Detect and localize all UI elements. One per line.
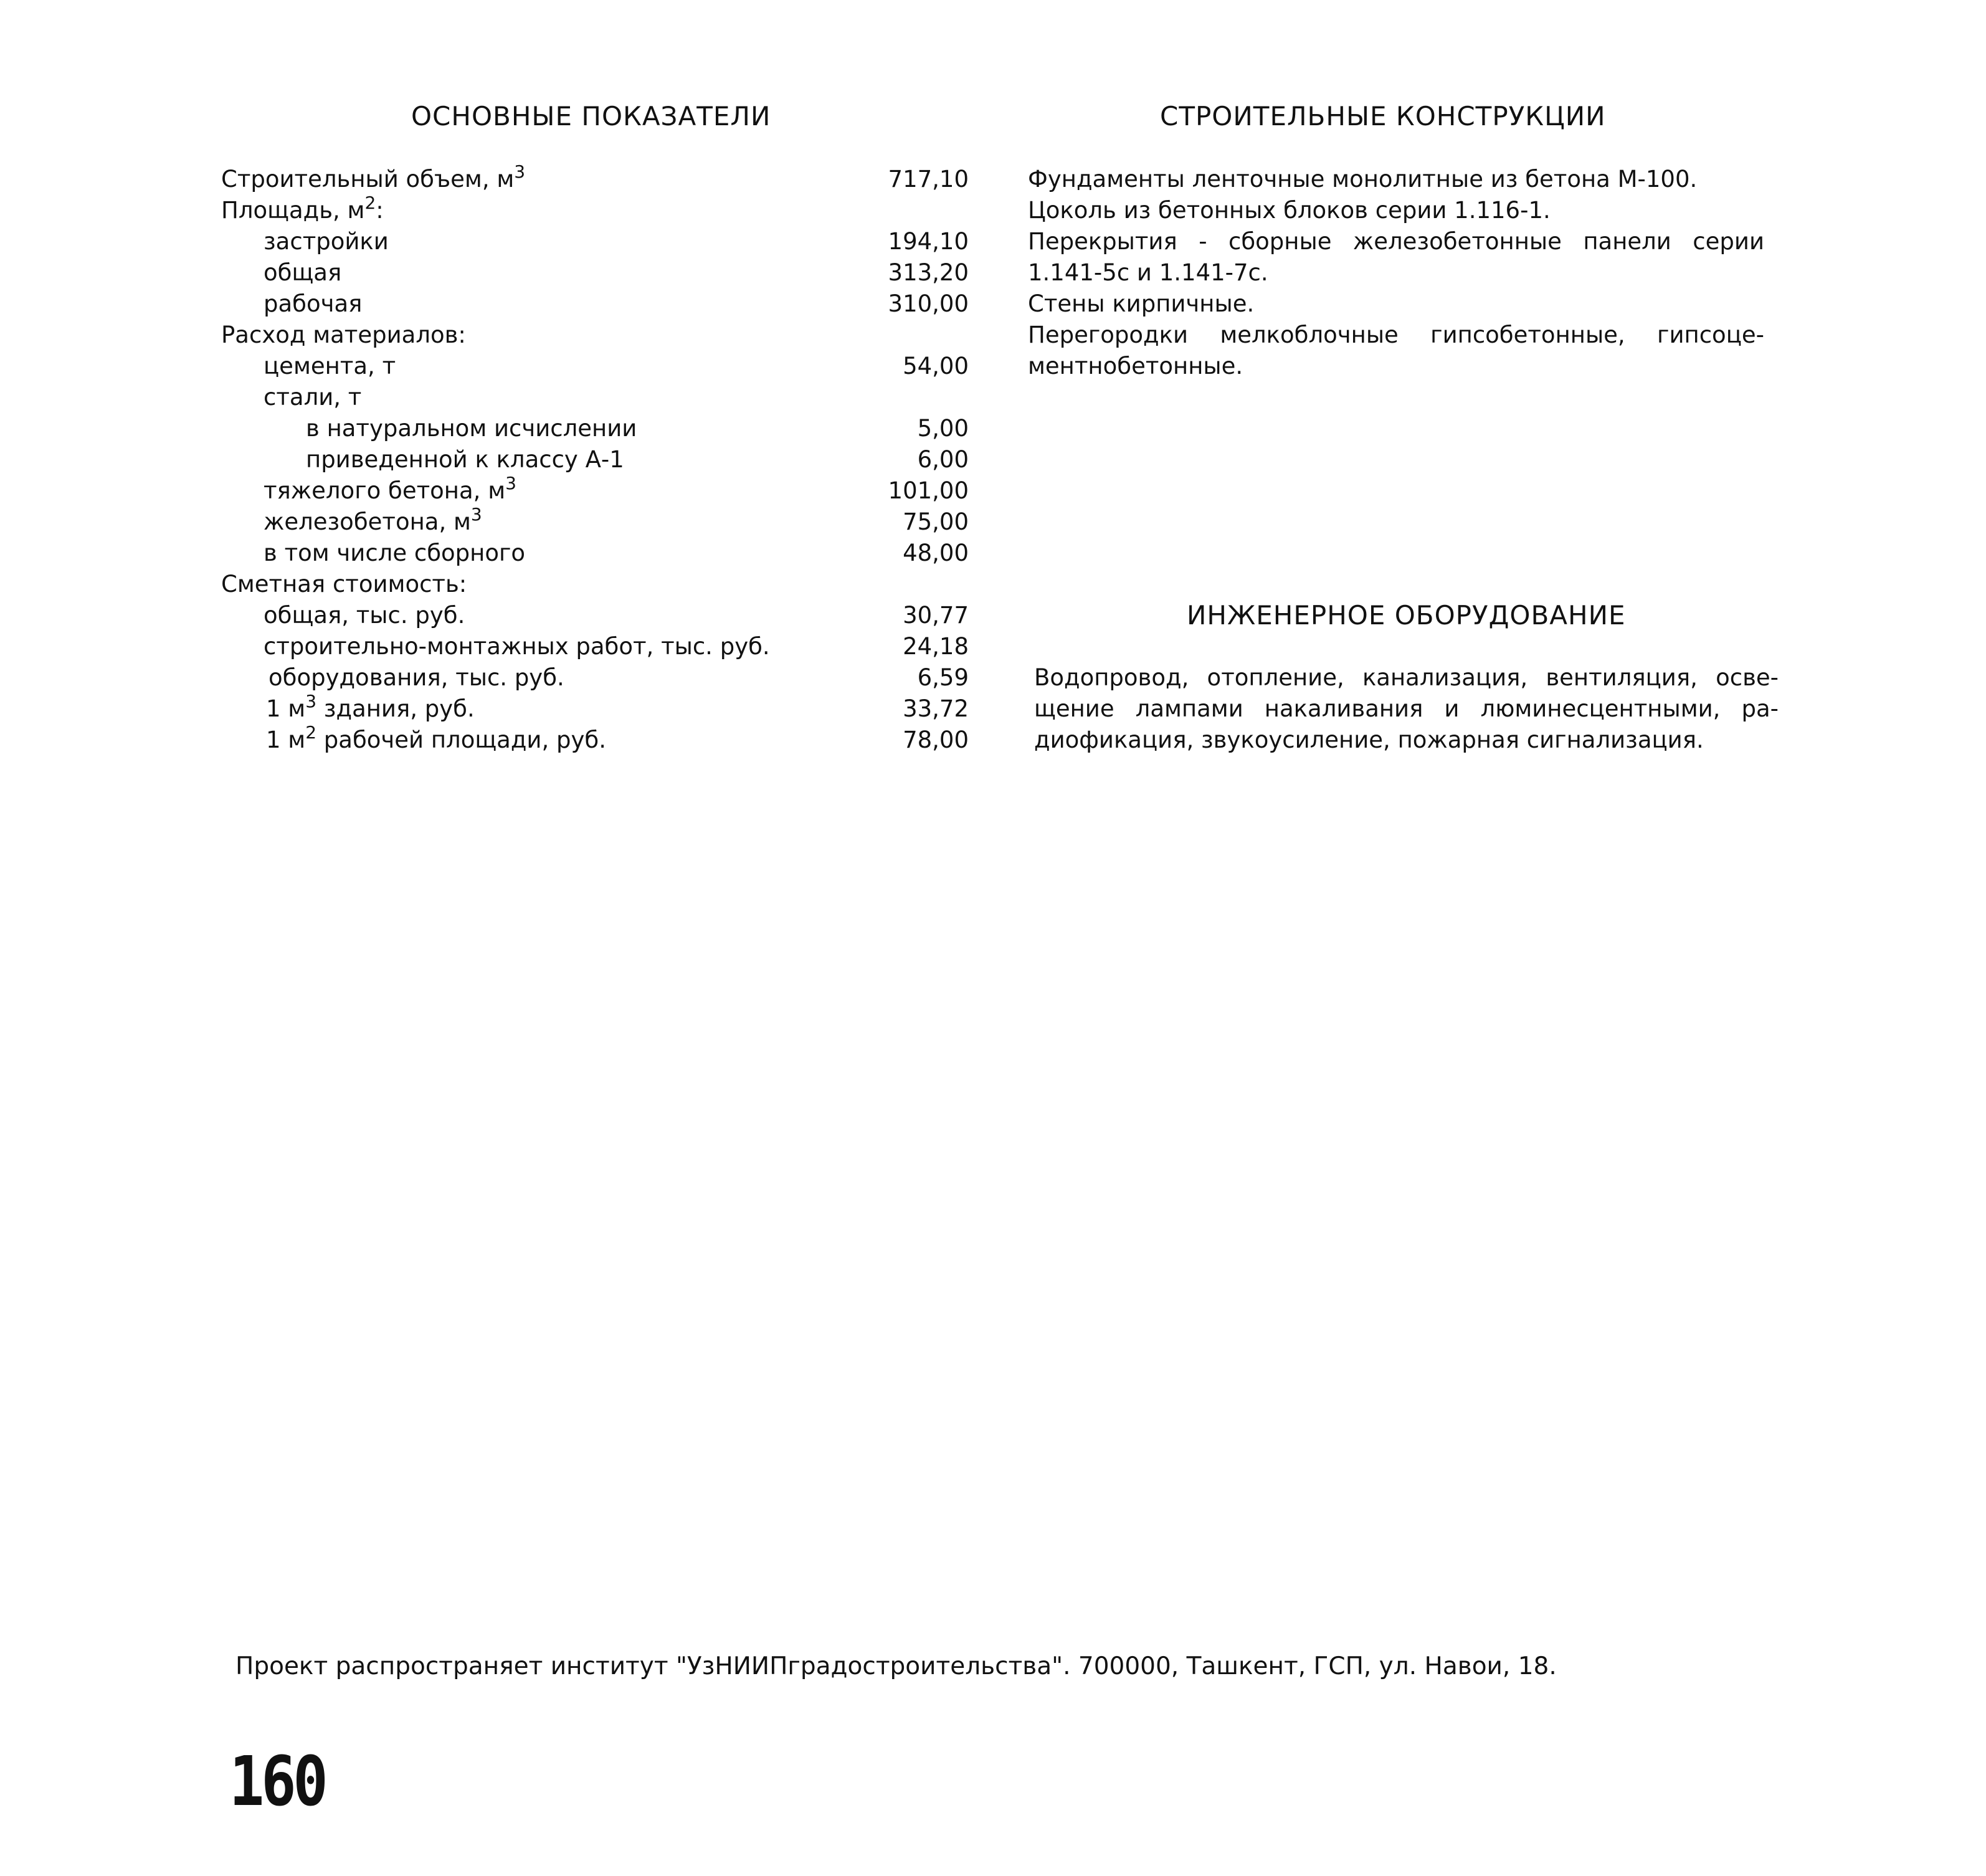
row-sup: 3 <box>514 161 526 182</box>
engineering-title: ИНЖЕНЕРНОЕ ОБОРУДОВАНИЕ <box>1187 600 1626 631</box>
table-row <box>221 569 969 600</box>
row-label: рабочая <box>264 290 363 317</box>
constructions-text <box>1028 164 1764 382</box>
table-row <box>221 320 969 351</box>
row-value: 30,77 <box>903 602 969 629</box>
table-row <box>221 538 969 569</box>
row-label: стали, т <box>264 384 362 411</box>
text-line: Водопровод, отопление, канализация, вентиляция, осве- <box>1034 664 1779 691</box>
row-label: рабочей площади, руб. <box>316 726 606 753</box>
row-label: застройки <box>264 228 389 255</box>
row-value: 310,00 <box>888 290 969 317</box>
table-row <box>221 690 969 725</box>
row-label: Расход материалов: <box>221 321 466 348</box>
row-label: в том числе сборного <box>264 540 526 566</box>
row-value: 33,72 <box>903 695 969 722</box>
text-line: Перегородки мелкоблочные гипсобетонные, гипсоце- <box>1028 321 1764 348</box>
row-label: железобетона, м <box>264 508 471 535</box>
row-sup: 2 <box>305 721 317 743</box>
row-value: 78,00 <box>903 726 969 753</box>
page-number: 160 <box>229 1741 325 1821</box>
row-label-prefix: 1 м <box>266 695 306 722</box>
row-value: 54,00 <box>903 353 969 379</box>
constructions-title: СТРОИТЕЛЬНЫЕ КОНСТРУКЦИИ <box>1160 101 1606 131</box>
text-line: 1.141-5с и 1.141-7с. <box>1028 259 1268 286</box>
text-line: Фундаменты ленточные монолитные из бетона М-100. <box>1028 166 1698 193</box>
row-value: 6,00 <box>917 446 969 473</box>
engineering-text <box>1034 662 1779 756</box>
row-label: Сметная стоимость: <box>221 571 467 598</box>
row-value: 313,20 <box>888 259 969 286</box>
row-sup: 3 <box>305 690 317 712</box>
table-row <box>221 226 969 257</box>
row-label: цемента, т <box>264 353 396 379</box>
table-row <box>221 257 969 288</box>
row-value: 6,59 <box>917 664 969 691</box>
text-line: Цоколь из бетонных блоков серии 1.116-1. <box>1028 197 1551 224</box>
text-line: щение лампами накаливания и люминесцентными, ра- <box>1034 695 1779 722</box>
distribution-note: Проект распространяет институт "УзНИИПградостроительства". 700000, Ташкент, ГСП, ул. Навои, 18. <box>235 1652 1557 1680</box>
table-row <box>221 161 969 195</box>
row-label: Площадь, м <box>221 197 365 224</box>
row-sup: 3 <box>470 503 482 525</box>
table-row <box>221 413 969 444</box>
row-value: 5,00 <box>917 415 969 442</box>
row-label-prefix: 1 м <box>266 726 306 753</box>
row-sup: 3 <box>505 472 516 493</box>
table-row <box>221 721 969 756</box>
table-row <box>221 382 969 413</box>
row-label: оборудования, тыс. руб. <box>268 664 564 691</box>
table-row <box>221 662 969 693</box>
text-line: диофикация, звукоусиление, пожарная сигнализация. <box>1034 726 1704 753</box>
indicators-title: ОСНОВНЫЕ ПОКАЗАТЕЛИ <box>411 101 771 131</box>
text-line: Стены кирпичные. <box>1028 290 1255 317</box>
table-row <box>221 444 969 475</box>
row-value: 48,00 <box>903 540 969 566</box>
row-value: 101,00 <box>888 477 969 504</box>
table-row <box>221 631 969 662</box>
row-label: в натуральном исчислении <box>306 415 637 442</box>
row-label: строительно-монтажных работ, тыс. руб. <box>264 633 770 660</box>
table-row <box>221 288 969 320</box>
row-label: общая <box>264 259 342 286</box>
table-row <box>221 351 969 382</box>
row-value: 24,18 <box>903 633 969 660</box>
table-row <box>221 192 969 226</box>
table-row <box>221 472 969 507</box>
row-label: тяжелого бетона, м <box>264 477 506 504</box>
row-label-suffix: : <box>376 197 384 224</box>
row-label: здания, руб. <box>316 695 475 722</box>
text-line: ментнобетонные. <box>1028 353 1243 379</box>
row-value: 75,00 <box>903 508 969 535</box>
row-label: приведенной к классу А-1 <box>306 446 624 473</box>
table-row <box>221 503 969 538</box>
row-value: 194,10 <box>888 228 969 255</box>
row-label: общая, тыс. руб. <box>264 602 465 629</box>
row-label: Строительный объем, м <box>221 166 515 193</box>
row-sup: 2 <box>364 192 376 213</box>
table-row <box>221 600 969 631</box>
text-line: Перекрытия - сборные железобетонные панели серии <box>1028 228 1764 255</box>
row-value: 717,10 <box>888 166 969 193</box>
